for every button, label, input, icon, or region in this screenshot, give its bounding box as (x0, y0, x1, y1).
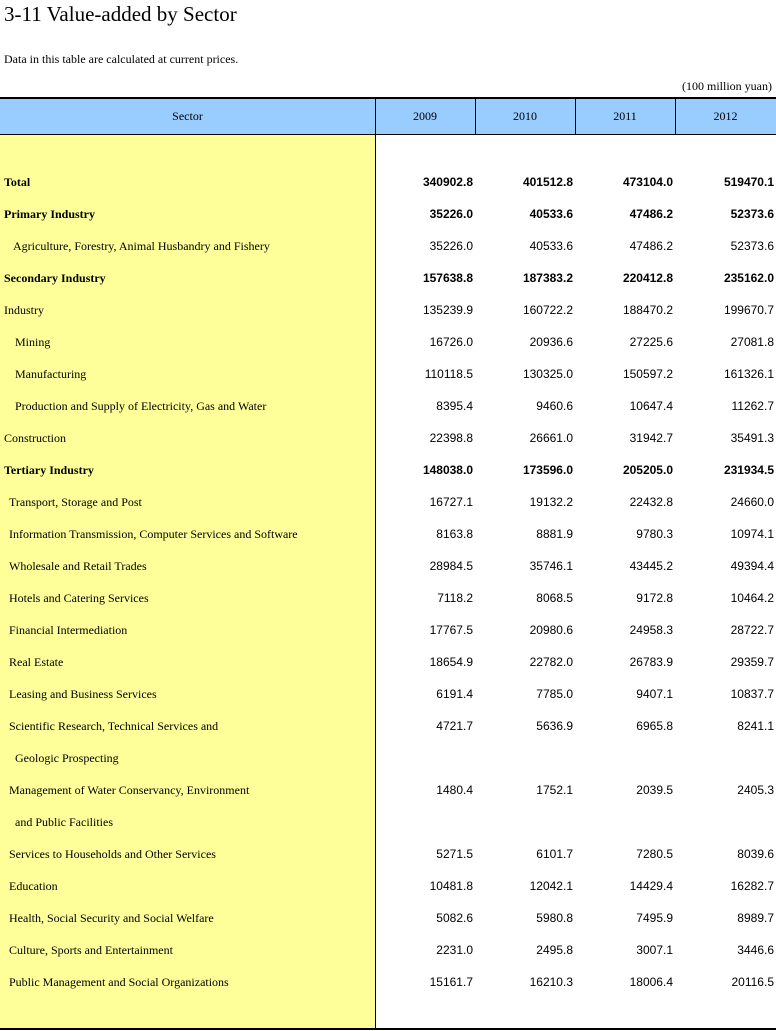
row-value-2011: 14429.4 (629, 879, 673, 893)
row-value-2012: 28722.7 (730, 623, 774, 637)
header-year-2012: 2012 (713, 109, 738, 123)
row-value-2010 (478, 806, 573, 838)
row-value-2011: 22432.8 (629, 495, 673, 509)
table-row (0, 262, 776, 294)
table-row (0, 166, 776, 198)
row-label: Leasing and Business Services (9, 687, 157, 701)
header-year-2010: 2010 (513, 109, 537, 123)
row-value-2012 (679, 742, 774, 774)
row-value-2012: 10464.2 (730, 591, 774, 605)
row-value-2010: 12042.1 (529, 879, 573, 893)
row-value-2009: 7118.2 (437, 591, 473, 605)
row-value-2010: 160722.2 (522, 303, 573, 317)
row-label: Scientific Research, Technical Services and (9, 719, 219, 733)
row-value-2010: 26661.0 (529, 431, 573, 445)
row-value-2009: 2231.0 (436, 943, 473, 957)
row-value-2009: 340902.8 (422, 175, 473, 189)
column-divider (575, 99, 576, 135)
row-label: Transport, Storage and Post (9, 495, 142, 509)
row-value-2012: 11262.7 (731, 399, 774, 413)
row-value-2012: 8241.1 (737, 719, 774, 733)
row-value-2011: 7280.5 (636, 847, 673, 861)
row-value-2012: 3446.6 (737, 943, 774, 957)
table-row (0, 454, 776, 486)
row-value-2012: 52373.6 (730, 239, 774, 253)
table-row (0, 710, 776, 742)
row-value-2010: 8881.9 (536, 527, 573, 541)
row-label: Culture, Sports and Entertainment (9, 943, 173, 957)
row-value-2011 (578, 742, 673, 774)
row-value-2009: 4721.7 (436, 719, 473, 733)
row-value-2009: 148038.0 (422, 463, 473, 477)
row-value-2012: 49394.4 (730, 559, 774, 573)
row-value-2011: 6965.8 (636, 719, 673, 733)
table-row (0, 902, 776, 934)
row-value-2010: 16210.3 (529, 975, 573, 989)
table-row (0, 422, 776, 454)
table-row (0, 358, 776, 390)
row-label: Public Management and Social Organizations (9, 975, 229, 989)
row-value-2012: 35491.3 (730, 431, 774, 445)
row-value-2011 (578, 806, 673, 838)
row-value-2011: 473104.0 (622, 175, 673, 189)
row-value-2011: 220412.8 (622, 271, 673, 285)
row-value-2011: 10647.4 (629, 399, 673, 413)
row-value-2012: 2405.3 (737, 783, 774, 797)
column-divider (475, 99, 476, 135)
row-value-2009: 5082.6 (436, 911, 473, 925)
row-value-2011: 3007.1 (636, 943, 673, 957)
row-label: Industry (4, 303, 44, 317)
row-value-2011: 9780.3 (636, 527, 673, 541)
row-value-2010: 6101.7 (536, 847, 573, 861)
row-value-2009: 28984.5 (429, 559, 473, 573)
row-value-2011: 9407.1 (636, 687, 673, 701)
row-value-2009: 110118.5 (424, 367, 473, 381)
table-row (0, 742, 776, 774)
row-value-2010: 19132.2 (529, 495, 573, 509)
table-row (0, 966, 776, 998)
row-value-2010: 7785.0 (536, 687, 573, 701)
row-label: Secondary Industry (4, 271, 106, 285)
row-label: and Public Facilities (15, 815, 113, 829)
table-row (0, 870, 776, 902)
row-value-2010: 187383.2 (522, 271, 573, 285)
row-value-2010: 9460.6 (536, 399, 573, 413)
row-value-2009: 10481.8 (429, 879, 473, 893)
row-value-2010: 173596.0 (522, 463, 573, 477)
table-row (0, 774, 776, 806)
row-label: Production and Supply of Electricity, Gas and Water (15, 399, 267, 413)
page-title: 3-11 Value-added by Sector (4, 2, 237, 26)
row-value-2011: 150597.2 (622, 367, 673, 381)
row-value-2011: 188470.2 (622, 303, 673, 317)
table-bottom-rule (0, 1028, 776, 1030)
row-label: Mining (15, 335, 51, 349)
row-value-2011: 2039.5 (636, 783, 673, 797)
row-value-2010: 5980.8 (536, 911, 573, 925)
header-year-2009: 2009 (413, 109, 437, 123)
row-label: Wholesale and Retail Trades (9, 559, 147, 573)
table-row (0, 550, 776, 582)
row-value-2010: 35746.1 (529, 559, 573, 573)
row-label: Primary Industry (4, 207, 95, 221)
row-value-2009: 18654.9 (429, 655, 473, 669)
row-value-2012: 52373.6 (730, 207, 774, 221)
row-value-2010: 401512.8 (522, 175, 573, 189)
row-label: Tertiary Industry (4, 463, 94, 477)
row-value-2010: 40533.6 (529, 239, 573, 253)
row-value-2010: 5636.9 (536, 719, 573, 733)
row-value-2010: 20980.6 (529, 623, 573, 637)
row-label: Education (9, 879, 58, 893)
row-label: Financial Intermediation (9, 623, 128, 637)
row-value-2009: 16727.1 (429, 495, 473, 509)
row-value-2011: 18006.4 (629, 975, 673, 989)
table-row (0, 198, 776, 230)
table-row (0, 806, 776, 838)
row-value-2010: 22782.0 (529, 655, 573, 669)
row-value-2011: 31942.7 (629, 431, 673, 445)
row-value-2010: 2495.8 (536, 943, 573, 957)
row-value-2011: 9172.8 (636, 591, 673, 605)
column-divider (675, 99, 676, 135)
row-value-2009: 16726.0 (429, 335, 473, 349)
table-row (0, 390, 776, 422)
row-value-2009: 1480.4 (436, 783, 473, 797)
row-value-2012: 235162.0 (723, 271, 774, 285)
row-value-2009 (378, 806, 473, 838)
table-row (0, 486, 776, 518)
row-value-2009: 8163.8 (436, 527, 473, 541)
row-label: Manufacturing (15, 367, 87, 381)
row-label: Total (4, 175, 31, 189)
table-row (0, 934, 776, 966)
row-value-2011: 7495.9 (636, 911, 673, 925)
row-value-2012 (679, 806, 774, 838)
row-value-2012: 10974.1 (730, 527, 774, 541)
row-value-2012: 231934.5 (723, 463, 774, 477)
table-row (0, 230, 776, 262)
row-value-2009: 17767.5 (429, 623, 473, 637)
row-value-2009: 135239.9 (422, 303, 473, 317)
row-value-2012: 199670.7 (723, 303, 774, 317)
row-value-2012: 8989.7 (737, 911, 774, 925)
row-value-2009: 22398.8 (429, 431, 473, 445)
row-value-2009: 35226.0 (429, 239, 473, 253)
row-label: Health, Social Security and Social Welfare (9, 911, 214, 925)
row-value-2010: 40533.6 (529, 207, 573, 221)
row-label: Agriculture, Forestry, Animal Husbandry and Fishery (13, 239, 270, 253)
row-value-2009: 15161.7 (429, 975, 473, 989)
table-row (0, 646, 776, 678)
row-value-2011: 43445.2 (629, 559, 673, 573)
table-header (0, 99, 776, 134)
row-value-2011: 26783.9 (629, 655, 673, 669)
row-value-2009: 6191.4 (436, 687, 473, 701)
row-value-2009: 35226.0 (429, 207, 473, 221)
row-value-2012: 16282.7 (730, 879, 774, 893)
row-value-2011: 205205.0 (622, 463, 673, 477)
row-label: Management of Water Conservancy, Environment (9, 783, 250, 797)
table-row (0, 678, 776, 710)
table-row (0, 582, 776, 614)
row-value-2011: 27225.6 (629, 335, 673, 349)
row-label: Construction (4, 431, 66, 445)
row-value-2011: 24958.3 (629, 623, 673, 637)
row-value-2012: 8039.6 (737, 847, 774, 861)
row-value-2009: 5271.5 (436, 847, 473, 861)
row-label: Geologic Prospecting (15, 751, 119, 765)
row-value-2010: 130325.0 (522, 367, 573, 381)
row-value-2012: 161326.1 (723, 367, 774, 381)
row-value-2011: 47486.2 (629, 239, 673, 253)
row-value-2009 (378, 742, 473, 774)
table-row (0, 614, 776, 646)
row-value-2012: 27081.8 (730, 335, 774, 349)
row-value-2012: 29359.7 (730, 655, 774, 669)
header-sector: Sector (172, 109, 203, 123)
table-note: Data in this table are calculated at current prices. (4, 52, 239, 66)
row-label: Real Estate (9, 655, 64, 669)
row-value-2010: 8068.5 (536, 591, 573, 605)
row-value-2012: 10837.7 (730, 687, 774, 701)
row-value-2012: 519470.1 (723, 175, 774, 189)
row-label: Services to Households and Other Services (9, 847, 216, 861)
row-value-2011: 47486.2 (629, 207, 673, 221)
row-value-2010: 20936.6 (529, 335, 573, 349)
row-label: Hotels and Catering Services (9, 591, 149, 605)
header-year-2011: 2011 (613, 109, 637, 123)
row-value-2012: 24660.0 (730, 495, 774, 509)
table-row (0, 294, 776, 326)
row-value-2009: 157638.8 (422, 271, 473, 285)
row-value-2010: 1752.1 (536, 783, 573, 797)
row-value-2012: 20116.5 (731, 975, 774, 989)
table-row (0, 518, 776, 550)
row-label: Information Transmission, Computer Services and Software (9, 527, 298, 541)
unit-label: (100 million yuan) (682, 79, 772, 93)
row-value-2009: 8395.4 (436, 399, 473, 413)
table-row (0, 326, 776, 358)
row-value-2010 (478, 742, 573, 774)
table-row (0, 838, 776, 870)
